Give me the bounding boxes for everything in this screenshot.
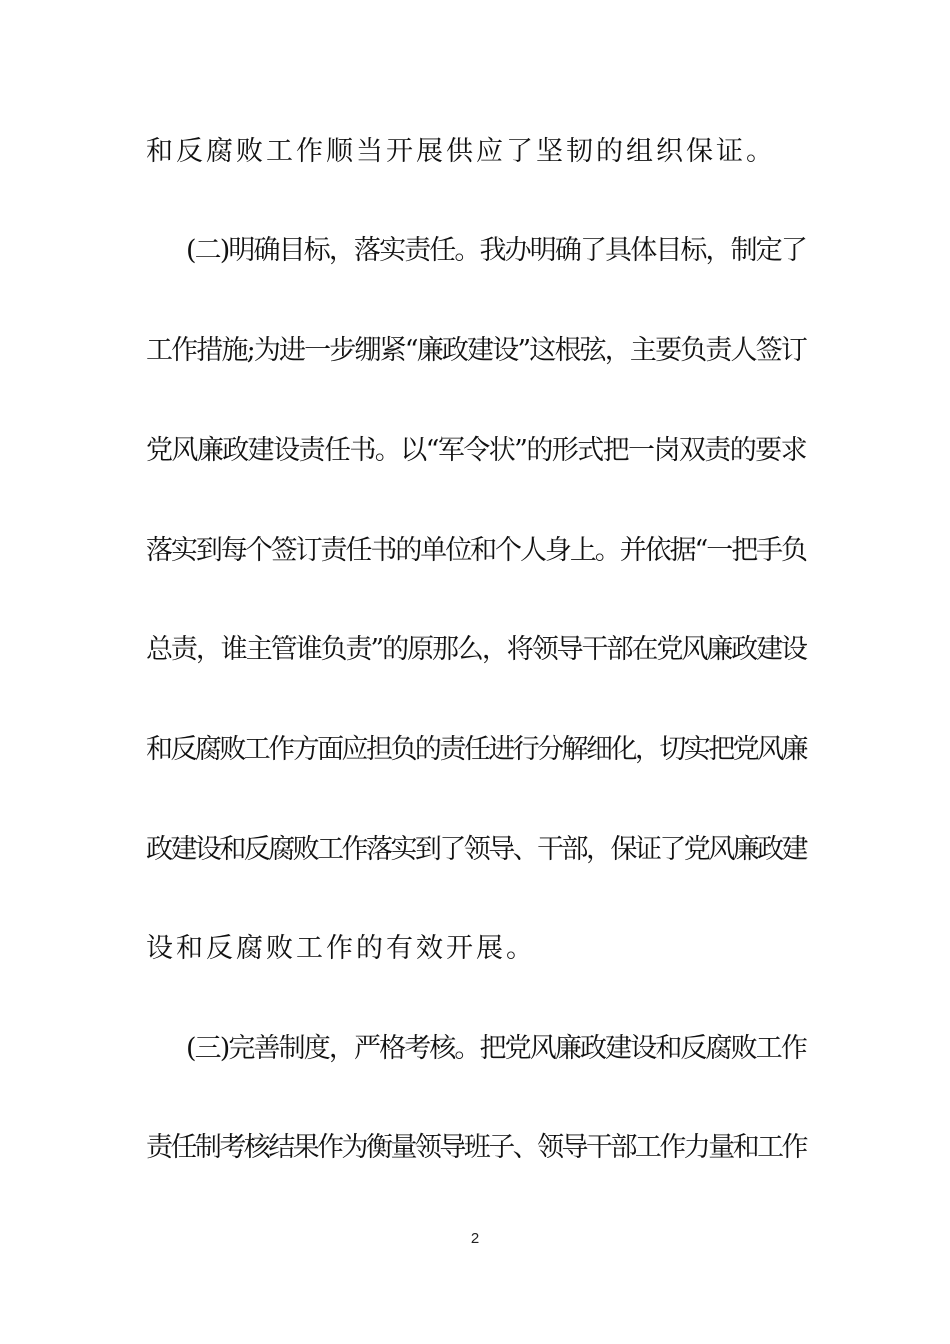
text-line: 设和反腐败工作的有效开展。 <box>146 933 536 964</box>
text-line: 党风廉政建设责任书。以“军令状”的形式把一岗双责的要求 <box>146 435 806 466</box>
text-line: 和反腐败工作方面应担负的责任进行分解细化，切实把党风廉 <box>146 734 806 765</box>
text-line: 政建设和反腐败工作落实到了领导、干部，保证了党风廉政建 <box>146 834 806 865</box>
text-line: 责任制考核结果作为衡量领导班子、领导干部工作力量和工作 <box>146 1132 806 1163</box>
text-line: 和反腐败工作顺当开展供应了坚韧的组织保证。 <box>146 136 776 167</box>
page-number: 2 <box>470 1230 480 1247</box>
text-line: (三)完善制度，严格考核。把党风廉政建设和反腐败工作 <box>186 1033 806 1064</box>
text-line: 总责，谁主管谁负责”的原那么，将领导干部在党风廉政建设 <box>146 634 806 665</box>
text-line: 工作措施;为进一步绷紧“廉政建设”这根弦，主要负责人签订 <box>146 335 806 366</box>
text-line: (二)明确目标，落实责任。我办明确了具体目标，制定了 <box>186 235 806 266</box>
text-line: 落实到每个签订责任书的单位和个人身上。并依据“一把手负 <box>146 535 806 566</box>
